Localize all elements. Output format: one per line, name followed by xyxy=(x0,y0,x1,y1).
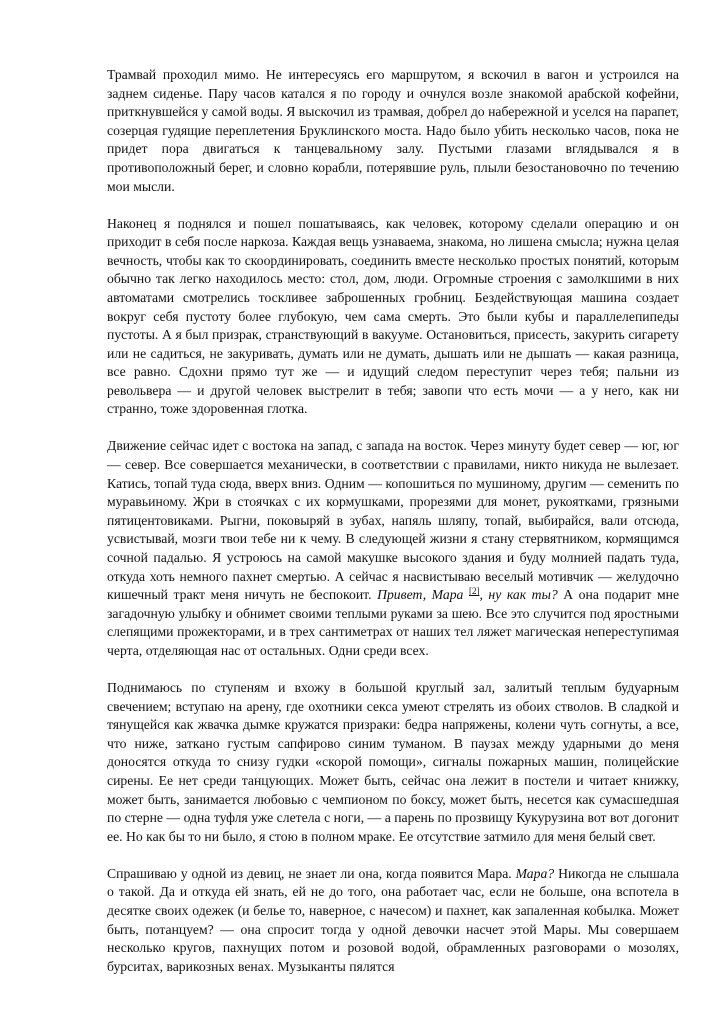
document-body xyxy=(107,66,679,976)
paragraph-3-italic-question: , ну как ты? xyxy=(479,587,558,603)
paragraph-4: Поднимаюсь по ступеням и вхожу в большой круглый зал, залитый теплым будуарным свечением; вступаю на арену, где охотники секса умеют стрелять из обоих стволов. В сладкой и тянущейся как жвачка дымке кружатся призраки: бедра напряжены, колени чуть согнуты, а все, что ниже, заткано густым сапфирово синим туманом. В паузах между ударными до меня доносятся откуда то снизу гудки «скорой помощи», сигналы пожарных машин, полицейские сирены. Ее нет среди танцующих. Может быть, сейчас она лежит в постели и читает книжку, может быть, занимается любовью с чемпионом по боксу, может быть, несется как сумасшедшая по стерне — одна туфля уже слетела с ноги, — а парень по прозвищу Кукурузина вот вот догонит ее. Но как бы то ни было, я стою в полном мраке. Ее отсутствие затмило для меня белый свет. xyxy=(107,679,679,844)
paragraph-2: Наконец я поднялся и пошел пошатываясь, как человек, которому сделали операцию и он приходит в себя после наркоза. Каждая вещь узнаваема, знакома, но лишена смысла; нужна целая вечность, чтобы как то скоординировать, соединить вместе несколько простых понятий, которым обычно так легко находилось место: стол, дом, люди. Огромные строения с замолкшими в них автоматами смотрелись тоскливее заброшенных гробниц. Бездействующая машина создает вокруг себя пустоту более глубокую, чем сама смерть. Это были кубы и параллелепипеды пустоты. А я был призрак, странствующий в вакууме. Остановиться, присесть, закурить сигарету или не садиться, не закуривать, думать или не думать, дышать или не дышать — какая разница, все равно. Сдохни прямо тут же — и идущий следом переступит через тебя; пальни из револьвера — и другой человек выстрелит в тебя; завопи что есть мочи — а у него, как ни странно, тоже здоровенная глотка. xyxy=(107,215,679,417)
paragraph-3-italic-greeting: Привет, Мара xyxy=(377,587,464,603)
paragraph-1: Трамвай проходил мимо. Не интересуясь его маршрутом, я вскочил в вагон и устроился на заднем сиденье. Пару часов катался я по городу и очнулся возле знакомой арабской кофейни, приткнувшейся у самой воды. Я выскочил из трамвая, добрел до набережной и уселся на парапет, созерцая гудящие переплетения Бруклинского моста. Надо было убить несколько часов, пока не придет пора двигаться к танцевальному залу. Пустыми глазами вглядывался я в противоположный берег, и словно корабли, потерявшие руль, плыли безостановочно по течению мои мысли. xyxy=(107,67,679,194)
footnote-link[interactable]: [2] xyxy=(468,586,480,597)
paragraph-5-text-before: Спрашиваю у одной из девиц, не знает ли она, когда появится Мара. xyxy=(107,865,516,881)
paragraph-3-text-after: А она подарит мне загадочную улыбку и обнимет своими теплыми руками за шею. Все это случится под яростными слепящими прожекторами, и в трех сантиметрах от наших тел ляжет магическая непереступимая черта, отделяющая нас от остальных. Одни среди всех. xyxy=(107,587,680,658)
paragraph-5-text-after: Никогда не слышала о такой. Да и откуда ей знать, ей не до того, она работает час, если не больше, она вспотела в десятке своих одежек (и белье то, наверное, с начесом) и пахнет, как запаленная кобылка. Может быть, потанцуем? — она спросит тогда у одной девочки насчет этой Мары. Мы совершаем несколько кругов, пахнущих потом и розовой водой, обрамленных разговорами о мозолях, бурситах, варикозных венах. Музыканты пялятся xyxy=(107,865,679,974)
paragraph-5 xyxy=(107,865,679,977)
paragraph-3-text-before: Движение сейчас идет с востока на запад, с запада на восток. Через минуту будет север — юг, юг — север. Все совершается механически, в соответствии с правилами, никто никуда не вылезает. Катись, топай туда сюда, вверх вниз. Одним — копошиться по мушиному, другим — семенить по муравьиному. Жри в стоячках с их кормушками, прорезями для монет, рукоятками, грязными пятицентовиками. Рыгни, поковыряй в зубах, напяль шляпу, топай, выбирайся, вали отсюда, усвистывай, мозги твои тебе ни к чему. В следующей жизни я стану стервятником, кормящимся сочной падалью. Я устроюсь на самой макушке высокого здания и буду молнией падать туда, откуда хоть немного пахнет смертью. А сейчас я насвистываю веселый мотивчик — желудочно кишечный тракт меня ничуть не беспокоит. xyxy=(107,438,679,603)
paragraph-5-italic-name: Мара? xyxy=(515,865,555,881)
paragraph-3 xyxy=(107,437,679,660)
